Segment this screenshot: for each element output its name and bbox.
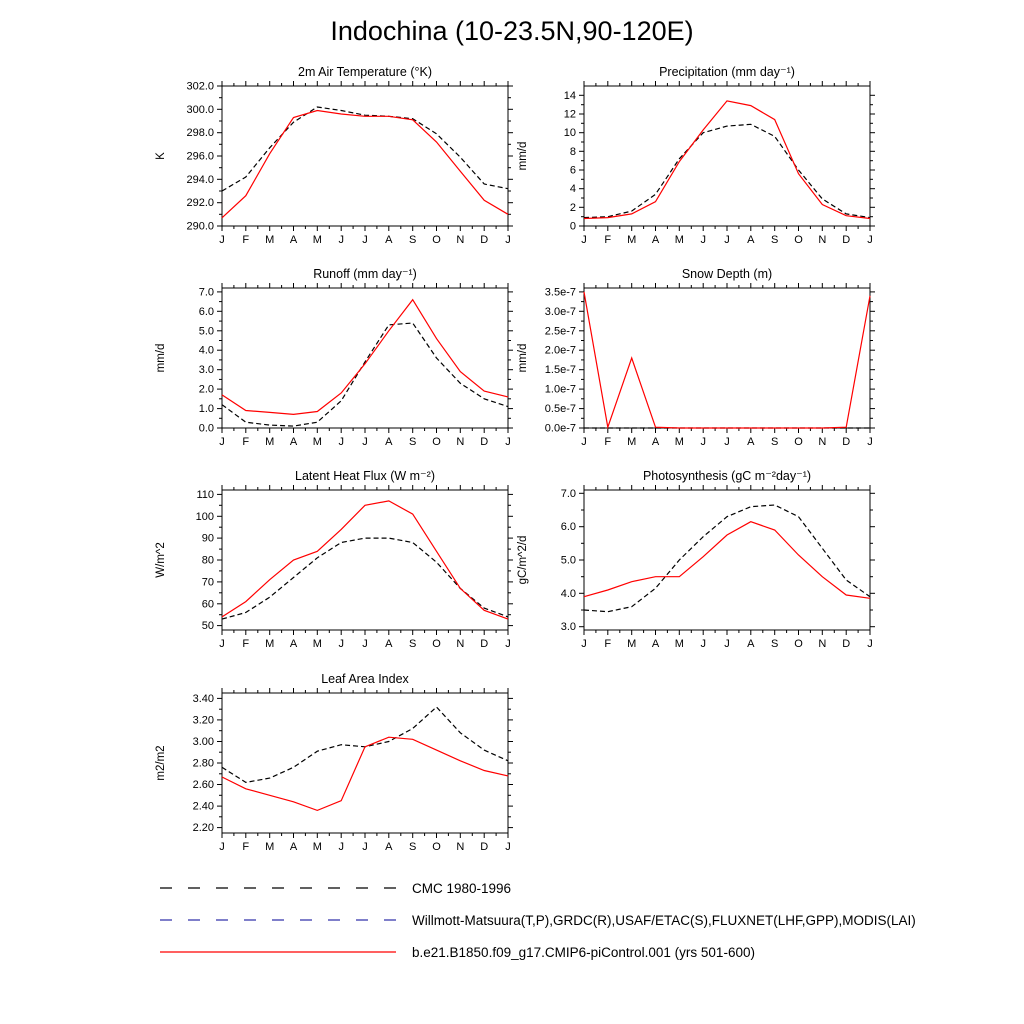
svg-text:3.0: 3.0 (560, 621, 576, 634)
svg-text:M: M (312, 234, 322, 246)
svg-text:2.5e-7: 2.5e-7 (544, 325, 576, 338)
y-axis-label: W/m^2 (155, 542, 167, 578)
svg-text:S: S (771, 638, 779, 650)
svg-text:F: F (242, 841, 250, 853)
svg-text:J: J (219, 638, 225, 650)
svg-text:J: J (505, 234, 511, 246)
svg-text:J: J (219, 841, 225, 853)
svg-text:D: D (480, 436, 489, 448)
svg-text:A: A (289, 841, 298, 853)
series-observations-line (222, 707, 508, 782)
svg-text:F: F (242, 234, 250, 246)
svg-text:290.0: 290.0 (186, 220, 214, 233)
svg-text:D: D (480, 841, 489, 853)
svg-text:A: A (289, 234, 298, 246)
svg-text:A: A (747, 234, 755, 246)
panel-photosynthesis (512, 464, 882, 664)
svg-text:N: N (456, 234, 465, 246)
svg-text:A: A (651, 234, 660, 246)
svg-text:302.0: 302.0 (186, 80, 214, 93)
svg-text:S: S (771, 234, 779, 246)
series-model-line (222, 501, 508, 619)
series-observations-line (222, 107, 508, 191)
svg-text:A: A (385, 638, 393, 650)
svg-text:2.60: 2.60 (192, 779, 214, 791)
legend-item-cmc (158, 872, 916, 904)
svg-text:M: M (265, 841, 275, 853)
svg-text:F: F (242, 436, 250, 448)
svg-text:4: 4 (569, 183, 576, 196)
svg-text:14: 14 (563, 89, 576, 102)
svg-text:A: A (747, 638, 755, 650)
svg-text:296.0: 296.0 (186, 150, 214, 163)
svg-text:3.0e-7: 3.0e-7 (544, 305, 576, 318)
svg-text:O: O (432, 841, 441, 853)
svg-text:J: J (867, 436, 873, 448)
svg-text:S: S (409, 841, 417, 853)
legend-line-swatch (158, 882, 398, 894)
figure-title: Indochina (10-23.5N,90-120E) (330, 16, 694, 46)
svg-text:N: N (456, 436, 465, 448)
svg-text:298.0: 298.0 (186, 127, 214, 140)
svg-text:2.0e-7: 2.0e-7 (544, 344, 576, 357)
svg-text:2.0: 2.0 (198, 383, 214, 396)
chart-svg (150, 60, 520, 260)
svg-text:3.5e-7: 3.5e-7 (544, 286, 576, 299)
svg-text:J: J (362, 234, 368, 246)
svg-text:M: M (627, 638, 637, 650)
panel-title: Photosynthesis (gC m⁻²day⁻¹) (642, 469, 812, 483)
svg-text:3.00: 3.00 (192, 736, 214, 748)
chart-svg (150, 262, 520, 462)
svg-text:M: M (674, 234, 684, 246)
svg-text:J: J (867, 234, 873, 246)
svg-text:S: S (409, 436, 417, 448)
series-observations-line (584, 124, 870, 217)
svg-text:0.0: 0.0 (198, 422, 214, 435)
svg-text:8: 8 (569, 145, 576, 158)
svg-text:D: D (842, 638, 851, 650)
y-axis-label: mm/d (517, 343, 529, 373)
svg-text:J: J (700, 234, 706, 246)
panel-runoff (150, 262, 520, 462)
svg-text:4.0: 4.0 (560, 587, 576, 600)
legend-line-swatch (158, 914, 398, 926)
svg-text:0.0e-7: 0.0e-7 (544, 422, 576, 435)
svg-text:F: F (604, 234, 612, 246)
series-model-line (222, 737, 508, 810)
svg-text:M: M (674, 436, 684, 448)
series-model-line (222, 300, 508, 415)
panel-title: Snow Depth (m) (681, 267, 773, 281)
svg-text:D: D (842, 436, 851, 448)
svg-text:M: M (265, 436, 275, 448)
svg-text:O: O (432, 234, 441, 246)
svg-text:7.0: 7.0 (198, 286, 214, 299)
svg-text:292.0: 292.0 (186, 197, 214, 210)
svg-text:A: A (385, 841, 393, 853)
svg-text:O: O (794, 638, 803, 650)
svg-text:F: F (604, 638, 612, 650)
legend-label: CMC 1980-1996 (412, 880, 512, 896)
legend-label: b.e21.B1850.f09_g17.CMIP6-piControl.001 (yrs 501-600) (412, 944, 755, 960)
svg-text:O: O (794, 436, 803, 448)
panel-precipitation (512, 60, 882, 260)
svg-text:M: M (312, 436, 322, 448)
svg-text:A: A (289, 436, 298, 448)
svg-text:3.0: 3.0 (198, 364, 214, 377)
series-model-line (584, 292, 870, 428)
svg-text:M: M (627, 234, 637, 246)
svg-text:0: 0 (569, 220, 576, 233)
svg-text:60: 60 (201, 598, 214, 611)
svg-text:J: J (581, 234, 587, 246)
svg-text:J: J (338, 436, 344, 448)
svg-text:1.0e-7: 1.0e-7 (544, 383, 576, 396)
svg-text:6: 6 (569, 164, 576, 177)
svg-text:300.0: 300.0 (186, 103, 214, 116)
svg-text:100: 100 (195, 510, 214, 523)
svg-text:D: D (480, 234, 489, 246)
svg-text:J: J (867, 638, 873, 650)
svg-text:J: J (700, 638, 706, 650)
chart-svg (512, 60, 882, 260)
svg-text:A: A (385, 234, 393, 246)
panel-leaf-area-index (150, 667, 520, 867)
svg-text:90: 90 (201, 532, 214, 545)
svg-text:O: O (794, 234, 803, 246)
series-observations-line (222, 538, 508, 619)
svg-text:M: M (627, 436, 637, 448)
svg-text:O: O (432, 638, 441, 650)
panel-title: 2m Air Temperature (°K) (298, 65, 432, 79)
svg-text:M: M (674, 638, 684, 650)
svg-text:7.0: 7.0 (560, 487, 576, 500)
svg-text:6.0: 6.0 (198, 305, 214, 318)
panel-snow-depth (512, 262, 882, 462)
svg-text:5.0: 5.0 (560, 554, 576, 567)
svg-text:N: N (818, 436, 827, 448)
legend-item-willmott (158, 904, 916, 936)
chart-svg (150, 667, 520, 867)
panel-title: Latent Heat Flux (W m⁻²) (295, 469, 435, 483)
svg-text:A: A (651, 436, 660, 448)
legend (158, 872, 916, 968)
svg-text:S: S (771, 436, 779, 448)
svg-text:3.40: 3.40 (192, 692, 214, 705)
series-model-line (584, 101, 870, 219)
panel-latent-heat-flux (150, 464, 520, 664)
svg-text:J: J (724, 436, 730, 448)
legend-label: Willmott-Matsuura(T,P),GRDC(R),USAF/ETAC(S),FLUXNET(LHF,GPP),MODIS(LAI) (412, 912, 916, 928)
svg-text:O: O (432, 436, 441, 448)
svg-text:6.0: 6.0 (560, 521, 576, 534)
svg-text:N: N (456, 841, 465, 853)
svg-text:D: D (480, 638, 489, 650)
svg-text:4.0: 4.0 (198, 344, 214, 357)
svg-text:D: D (842, 234, 851, 246)
svg-text:0.5e-7: 0.5e-7 (544, 403, 576, 416)
svg-text:S: S (409, 638, 417, 650)
svg-text:N: N (818, 638, 827, 650)
svg-text:2.20: 2.20 (192, 822, 214, 835)
svg-text:A: A (289, 638, 298, 650)
svg-text:2.80: 2.80 (192, 757, 214, 770)
svg-text:J: J (505, 841, 511, 853)
y-axis-label: mm/d (155, 343, 167, 373)
y-axis-label: m2/m2 (155, 745, 167, 781)
svg-text:2.40: 2.40 (192, 800, 214, 813)
svg-text:J: J (362, 638, 368, 650)
svg-text:N: N (818, 234, 827, 246)
svg-text:110: 110 (196, 488, 214, 501)
series-observations-line (222, 323, 508, 426)
svg-text:N: N (456, 638, 465, 650)
svg-text:70: 70 (201, 576, 214, 589)
svg-text:J: J (338, 841, 344, 853)
svg-text:J: J (219, 436, 225, 448)
svg-text:F: F (604, 436, 612, 448)
panel-title: Precipitation (mm day⁻¹) (659, 65, 795, 79)
svg-text:3.20: 3.20 (192, 714, 214, 727)
svg-text:M: M (312, 638, 322, 650)
svg-text:J: J (362, 841, 368, 853)
y-axis-label: mm/d (517, 141, 529, 171)
series-model-line (222, 111, 508, 218)
svg-text:J: J (338, 234, 344, 246)
svg-text:J: J (724, 638, 730, 650)
chart-svg (150, 464, 520, 664)
svg-text:J: J (700, 436, 706, 448)
svg-text:1.0: 1.0 (198, 403, 214, 416)
series-model-line (584, 522, 870, 599)
svg-text:294.0: 294.0 (186, 173, 214, 186)
svg-text:1.5e-7: 1.5e-7 (544, 364, 576, 377)
svg-text:A: A (651, 638, 660, 650)
svg-text:J: J (724, 234, 730, 246)
svg-text:M: M (265, 234, 275, 246)
svg-text:J: J (338, 638, 344, 650)
legend-line-swatch (158, 946, 398, 958)
svg-text:J: J (362, 436, 368, 448)
svg-text:J: J (505, 436, 511, 448)
svg-text:M: M (265, 638, 275, 650)
svg-text:S: S (409, 234, 417, 246)
svg-text:F: F (242, 638, 250, 650)
svg-text:12: 12 (563, 108, 576, 121)
svg-text:J: J (505, 638, 511, 650)
svg-text:50: 50 (201, 620, 214, 633)
chart-svg (512, 464, 882, 664)
panel-title: Leaf Area Index (321, 672, 409, 686)
series-observations-line (584, 505, 870, 612)
svg-text:2: 2 (569, 201, 576, 214)
svg-text:A: A (385, 436, 393, 448)
y-axis-label: K (155, 152, 167, 160)
chart-svg (512, 262, 882, 462)
svg-text:A: A (747, 436, 755, 448)
svg-text:J: J (581, 436, 587, 448)
svg-text:10: 10 (563, 127, 576, 140)
svg-text:M: M (312, 841, 322, 853)
y-axis-label: gC/m^2/d (517, 535, 529, 585)
legend-item-model (158, 936, 916, 968)
svg-text:5.0: 5.0 (198, 325, 214, 338)
panel-title: Runoff (mm day⁻¹) (313, 267, 417, 281)
svg-text:J: J (581, 638, 587, 650)
svg-text:80: 80 (201, 554, 214, 567)
svg-text:J: J (219, 234, 225, 246)
panel-2m-air-temperature (150, 60, 520, 260)
